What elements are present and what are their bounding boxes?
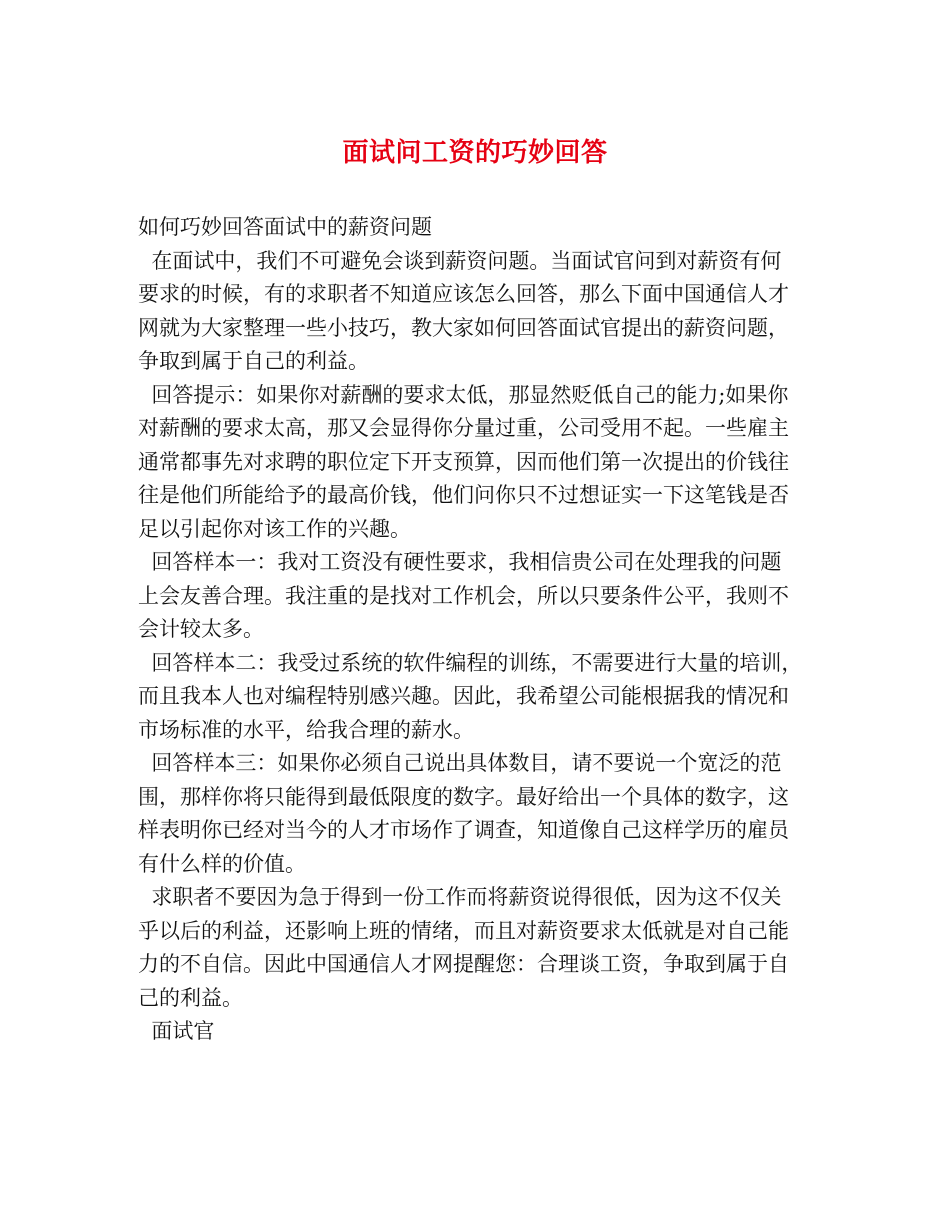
text-line: 回答样本二：我受过系统的软件编程的训练，不需要进行大量的培训，: [138, 650, 803, 675]
text-line: 回答样本一：我对工资没有硬性要求，我相信贵公司在处理我的问题: [138, 550, 782, 574]
text-line: 样表明你已经对当今的人才市场作了调查，知道像自己这样学历的雇员: [138, 818, 789, 842]
text-line: 乎以后的利益，还影响上班的情绪，而且对薪资要求太低就是对自己能: [138, 918, 789, 943]
text-line: 己的利益。: [138, 985, 243, 1010]
text-line: 上会友善合理。我注重的是找对工作机会，所以只要条件公平，我则不: [138, 583, 789, 608]
text-line: 对薪酬的要求太高，那又会显得你分量过重，公司受用不起。一些雇主: [138, 416, 789, 440]
text-line: 市场标准的水平，给我合理的薪水。: [138, 717, 474, 742]
text-line: 回答样本三：如果你必须自己说出具体数目，请不要说一个宽泛的范: [138, 751, 782, 775]
text-line: 在面试中，我们不可避免会谈到薪资问题。当面试官问到对薪资有何: [138, 248, 782, 273]
text-line: 求职者不要因为急于得到一份工作而将薪资说得很低，因为这不仅关: [138, 885, 782, 909]
text-line: 往是他们所能给予的最高价钱，他们问你只不过想证实一下这笔钱是否: [138, 483, 789, 507]
text-line: 足以引起你对该工作的兴趣。: [138, 516, 411, 541]
text-line: 回答提示：如果你对薪酬的要求太低，那显然贬低自己的能力;如果你: [138, 382, 789, 407]
text-line: 要求的时候，有的求职者不知道应该怎么回答，那么下面中国通信人才: [138, 282, 789, 306]
text-line: 而且我本人也对编程特别感兴趣。因此，我希望公司能根据我的情况和: [138, 684, 789, 708]
text-line: 围，那样你将只能得到最低限度的数字。最好给出一个具体的数字，这: [138, 784, 789, 809]
text-line: 争取到属于自己的利益。: [138, 349, 369, 373]
text-line: 如何巧妙回答面试中的薪资问题: [138, 215, 432, 239]
text-line: 力的不自信。因此中国通信人才网提醒您：合理谈工资，争取到属于自: [138, 952, 789, 976]
document-title: 面试问工资的巧妙回答: [342, 138, 608, 168]
text-line: 有什么样的价值。: [138, 851, 306, 876]
text-line: 网就为大家整理一些小技巧，教大家如何回答面试官提出的薪资问题，: [138, 315, 789, 340]
text-line: 面试官: [138, 1019, 215, 1043]
text-line: 会计较太多。: [138, 617, 264, 641]
text-line: 通常都事先对求聘的职位定下开支预算，因而他们第一次提出的价钱往: [138, 449, 789, 474]
document-body: [138, 211, 812, 1049]
